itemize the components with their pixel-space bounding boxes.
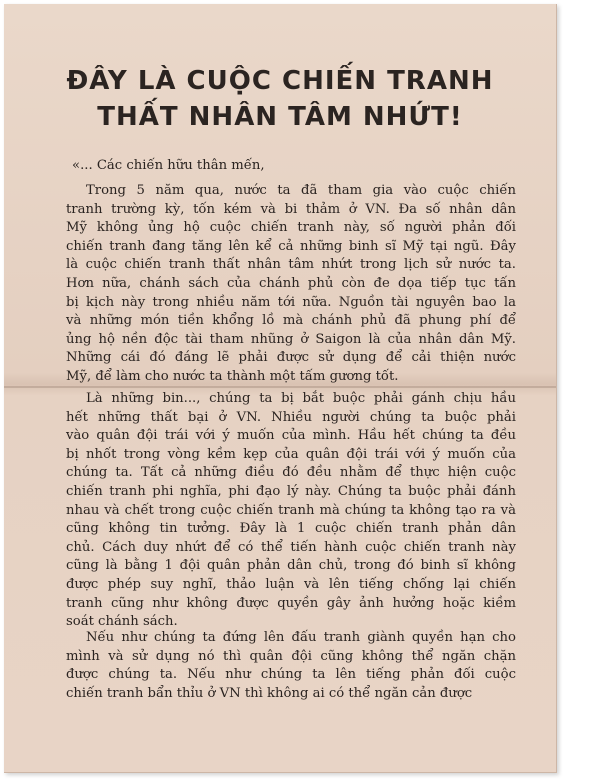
paragraph-line: bị nhốt trong vòng kềm kẹp của quân đội trái với ý muốn của xyxy=(66,446,516,462)
paragraph-line: nhau và chết trong cuộc chiến tranh mà chúng ta không tạo ra và xyxy=(66,502,516,518)
paragraph-line: chúng ta. Tất cả những điều đó đều nhằm để thực hiện cuộc xyxy=(66,465,516,481)
paragraph-line: hết những thất bại ở VN. Nhiều người chúng ta buộc phải xyxy=(66,409,516,425)
paragraph-line: là cuộc chiến tranh thất nhân tâm nhứt trong lịch sử nước ta. xyxy=(66,257,516,273)
paragraph-1 xyxy=(66,182,516,387)
paragraph-line: được chúng ta. Nếu như chúng ta lên tiếng phản đối cuộc xyxy=(66,667,516,683)
leaflet-page xyxy=(4,4,557,773)
paragraph-line: cũng không tin tưởng. Đây là 1 cuộc chiến tranh phản dân xyxy=(66,521,516,537)
paragraph-line: bị kịch này trong nhiều năm tới nữa. Nguồn tài nguyên bao la xyxy=(66,294,516,310)
paragraph-line: Mỹ, để làm cho nước ta thành một tấm gương tốt. xyxy=(66,368,399,384)
paragraph-line: Trong 5 năm qua, nước ta đã tham gia vào cuộc chiến xyxy=(86,183,516,198)
paragraph-line: mình và sử dụng nó thì quân đội cũng không thể ngăn chặn xyxy=(66,648,516,664)
paragraph-line: và những món tiền khổng lồ mà chánh phủ đã phung phí để xyxy=(66,313,516,329)
paragraph-line: chiến tranh đang tăng lên kể cả những binh sĩ Mỹ tại ngũ. Đây xyxy=(66,238,516,254)
paragraph-3 xyxy=(66,629,516,703)
paragraph-line: Mỹ không ủng hộ cuộc chiến tranh này, số người phản đối xyxy=(66,220,516,236)
paragraph-line: soát chánh sách. xyxy=(66,614,178,630)
greeting-line: «... Các chiến hữu thân mến, xyxy=(72,158,265,173)
paragraph-line: được phép suy nghĩ, thảo luận và lên tiếng chống lại chiến xyxy=(66,576,516,592)
paragraph-2 xyxy=(66,390,516,632)
paragraph-line: Những cái đó đáng lẽ phải được sử dụng để cải thiện nước xyxy=(66,350,516,366)
paragraph-line: Hơn nữa, chánh sách của chánh phủ còn đe dọa tiếp tục tấn xyxy=(66,275,516,291)
headline-line-1: ĐÂY LÀ CUỘC CHIẾN TRANH xyxy=(66,66,494,96)
paragraph-line: vào quân đội trái với ý muốn của mình. Hầu hết chúng ta đều xyxy=(66,428,516,444)
paragraph-line: cũng là bằng 1 đội quân phản dân chủ, trong đó binh sĩ không xyxy=(66,558,516,574)
paragraph-line: chiến tranh phi nghĩa, phi đạo lý này. Chúng ta buộc phải đánh xyxy=(66,483,516,499)
paragraph-line: chiến tranh bẩn thỉu ở VN thì không ai có thể ngăn cản được xyxy=(66,685,473,701)
paragraph-line: tranh trường kỳ, tốn kém và bi thảm ở VN. Đa số nhân dân xyxy=(66,201,516,217)
paragraph-line: ủng hộ nền độc tài tham nhũng ở Saigon là của nhân dân Mỹ. xyxy=(66,331,516,347)
paragraph-line: chủ. Cách duy nhứt để có thể tiến hành cuộc chiến tranh này xyxy=(66,539,516,555)
paragraph-line: tranh cũng như không được quyền gây ảnh hưởng hoặc kiềm xyxy=(66,595,516,611)
paragraph-line: Là những bin..., chúng ta bị bắt buộc phải gánh chịu hầu xyxy=(86,391,516,406)
paragraph-line: Nếu như chúng ta đứng lên đấu tranh giành quyền hạn cho xyxy=(86,630,516,645)
headline-line-2: THẤT NHÂN TÂM NHỨT! xyxy=(97,102,463,132)
